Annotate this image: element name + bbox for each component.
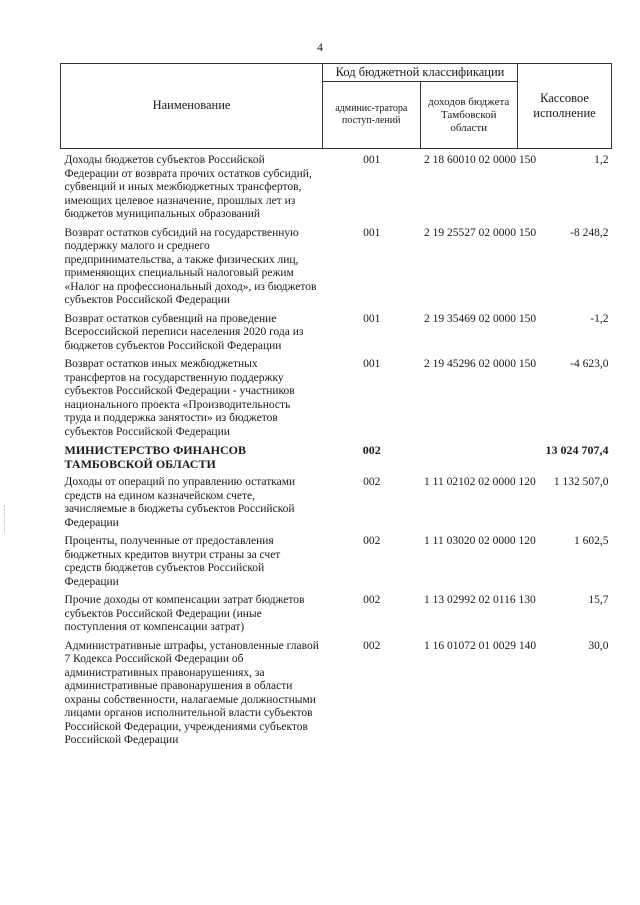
row-admin-code: 002 xyxy=(363,535,381,547)
table-row xyxy=(61,532,612,591)
row-cash-value: 1,2 xyxy=(594,154,609,166)
row-admin-code: 001 xyxy=(363,154,381,166)
row-cash-value: 13 024 707,4 xyxy=(545,443,609,457)
row-name: Возврат остатков субвенций на проведение Всероссийской переписи населения 2020 года из бюджетов субъектов Российской Федерации xyxy=(64,312,304,352)
row-revenue-code: 2 18 60010 02 0000 150 xyxy=(424,154,537,166)
row-cash-value: -1,2 xyxy=(590,312,609,325)
row-cash-value: 30,0 xyxy=(588,639,609,652)
row-name: Административные штрафы, установленные главой 7 Кодекса Российской Федерации об административных правонарушениях, за административные правонарушения в области охраны собственности, налагаемые должностными лицами органов исполнительной власти субъектов Российской Федерации, учреждениями субъектов Российской Федерации xyxy=(64,639,319,746)
header-cash-execution: Кассовое исполнение xyxy=(518,64,612,149)
row-cash-value: -4 623,0 xyxy=(570,358,609,370)
row-revenue-code: 1 11 03020 02 0000 120 xyxy=(424,535,536,547)
table-row xyxy=(61,473,612,532)
row-admin-code: 002 xyxy=(363,476,381,488)
row-name: Возврат остатков субсидий на государственную поддержку малого и среднего предпринимательства, а также физических лиц, применяющих специальный налоговый режим «Налог на профессиональный доход», из бюджетов субъектов Российской Федерации xyxy=(64,226,317,306)
table-row-ministry xyxy=(61,441,612,473)
row-admin-code: 002 xyxy=(363,594,381,606)
table-row xyxy=(61,591,612,637)
header-name: Наименование xyxy=(61,64,323,149)
row-name: Доходы бюджетов субъектов Российской Федерации от возврата прочих остатков субсидий, субвенций и иных межбюджетных трансфертов, имеющих целевое назначение, прошлых лет из бюджетов муниципальных образований xyxy=(64,154,312,220)
table-row xyxy=(61,355,612,441)
row-revenue-code: 2 19 35469 02 0000 150 xyxy=(424,312,537,325)
budget-revenue-table xyxy=(60,63,612,750)
row-revenue-code xyxy=(420,441,518,473)
row-cash-value: 1 602,5 xyxy=(574,535,609,547)
page-number: 4 xyxy=(317,40,323,54)
row-revenue-code: 2 19 25527 02 0000 150 xyxy=(424,226,537,239)
header-regional-budget-revenue: доходов бюджета Тамбовской области xyxy=(420,82,518,149)
row-revenue-code: 1 13 02992 02 0116 130 xyxy=(424,594,536,606)
scan-edge-mark xyxy=(4,505,6,533)
header-revenue-administrator: админис-тратора поступ-лений xyxy=(323,82,421,149)
row-name: Проценты, полученные от предоставления бюджетных кредитов внутри страны за счет средств бюджетов субъектов Российской Федерации xyxy=(64,535,281,588)
row-revenue-code: 1 16 01072 01 0029 140 xyxy=(424,639,537,652)
row-cash-value: 15,7 xyxy=(588,594,609,606)
row-admin-code: 002 xyxy=(362,443,381,457)
row-cash-value: 1 132 507,0 xyxy=(553,476,609,488)
table-row xyxy=(61,637,612,750)
row-admin-code: 002 xyxy=(363,639,381,652)
table-row xyxy=(61,149,612,224)
table-row xyxy=(61,310,612,356)
row-admin-code: 001 xyxy=(363,312,381,325)
row-revenue-code: 2 19 45296 02 0000 150 xyxy=(424,358,537,370)
row-name: МИНИСТЕРСТВО ФИНАНСОВ ТАМБОВСКОЙ ОБЛАСТИ xyxy=(64,443,246,471)
row-revenue-code: 1 11 02102 02 0000 120 xyxy=(424,476,536,488)
table-row xyxy=(61,224,612,310)
row-name: Возврат остатков иных межбюджетных трансфертов на государственную поддержку субъектов Российской Федерации - участников национального проекта «Производительность труда и поддержка занятости» из бюджетов субъектов Российской Федерации xyxy=(64,358,295,438)
row-name: Прочие доходы от компенсации затрат бюджетов субъектов Российской Федерации (иные поступления от компенсации затрат) xyxy=(64,594,305,633)
row-admin-code: 001 xyxy=(363,358,381,370)
row-cash-value: -8 248,2 xyxy=(570,226,609,239)
row-name: Доходы от операций по управлению остатками средств на едином казначейском счете, зачисляемые в бюджеты субъектов Российской Федерации xyxy=(64,476,296,529)
row-admin-code: 001 xyxy=(363,226,381,239)
header-budget-classification-code: Код бюджетной классификации xyxy=(323,64,518,82)
